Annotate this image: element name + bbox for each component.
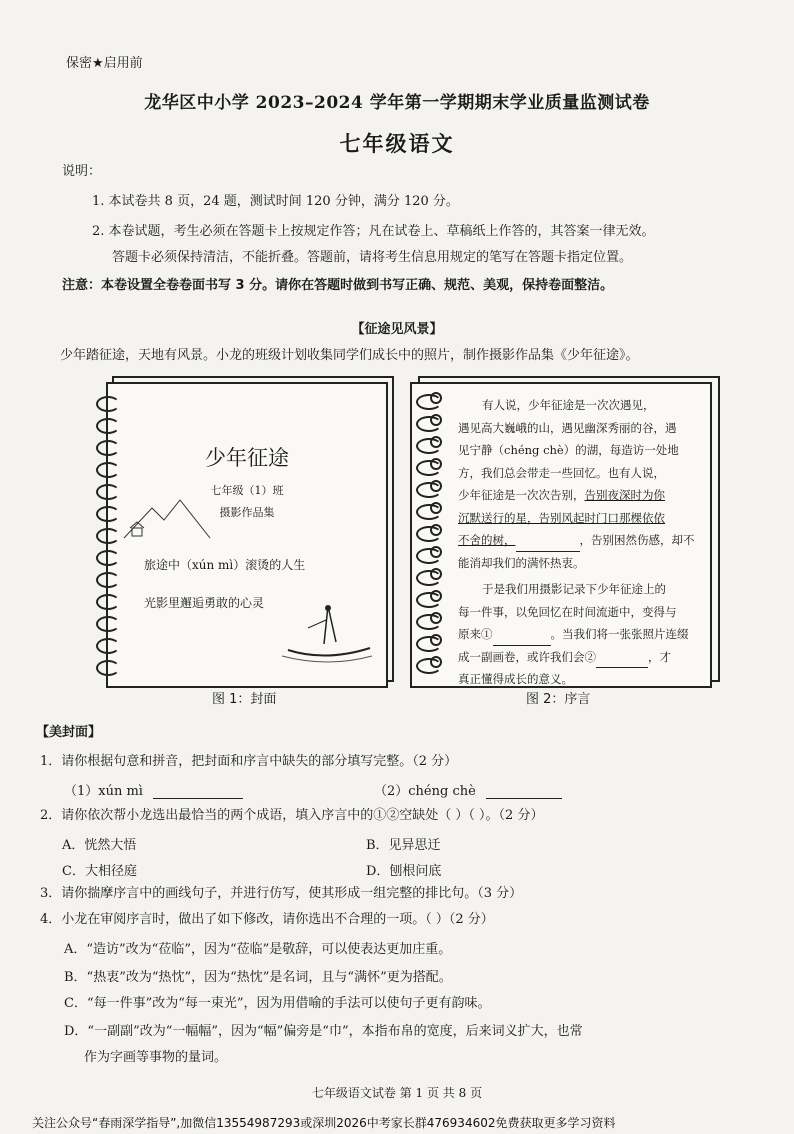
- section-title: 【美封面】: [36, 725, 102, 740]
- preface-paragraph-1: 有人说，少年征途是一次次遇见， 遇见高大巍峨的山，遇见幽深秀丽的谷，遇 见宁静（chéng chè）的湖，每造访一处地 方，我们总会带走一些回忆。也有人说， 少年征途是一次次告别，告别夜深时为你 沉默送行的星，告别风起时门口那棵依依 不舍的树， ，告别困然伤感，却不 能消却我们的满怀热衷。: [458, 394, 698, 574]
- figure-1-caption: 图 1：封面: [212, 692, 277, 707]
- cover-notebook: [106, 382, 388, 688]
- idiom-blank-2: [596, 667, 648, 668]
- cover-title: 少年征途: [205, 446, 289, 470]
- instructions-label: 说明：: [62, 164, 102, 179]
- question-2-option-b[interactable]: B．见异思迁: [366, 838, 441, 853]
- underlined-sentence: 沉默送行的星，告别风起时门口那棵依依: [458, 510, 665, 525]
- cover-class: 七年级（1）班: [210, 484, 284, 497]
- exam-title: 龙华区中小学 2023–2024 学年第一学期期末学业质量监测试卷: [144, 93, 650, 113]
- question-2-option-c[interactable]: C．大相径庭: [62, 864, 137, 879]
- cover-line-1: 旅途中（xún mì）滚烫的人生: [144, 558, 306, 572]
- question-4-option-c[interactable]: C．“每一件事”改为“每一束光”，因为用借喻的手法可以使句子更有韵味。: [64, 996, 491, 1011]
- answer-blank-1[interactable]: [153, 798, 243, 799]
- answer-blank-2[interactable]: [486, 798, 562, 799]
- notice-text: 注意：本卷设置全卷卷面书写 3 分。请你在答题时做到书写正确、规范、美观，保持卷面整洁。: [62, 278, 614, 293]
- page-number: 七年级语文试卷 第 1 页 共 8 页: [311, 1086, 483, 1100]
- figure-2-caption: 图 2：序言: [526, 692, 591, 707]
- instruction-item-2: 2. 本卷试题，考生必须在答题卡上按规定作答；凡在试卷上、草稿纸上作答的，其答案一律无效。: [92, 224, 655, 239]
- underlined-sentence: 告别夜深时为你: [584, 488, 665, 502]
- underlined-sentence: 不舍的树，: [458, 533, 516, 547]
- instruction-item-1: 1. 本试卷共 8 页，24 题，测试时间 120 分钟，满分 120 分。: [92, 194, 459, 209]
- exam-subject: 七年级语文: [339, 131, 455, 156]
- question-4-option-d-cont: 作为字画等事物的量词。: [84, 1050, 228, 1065]
- instruction-item-2-cont: 答题卡必须保持清洁，不能折叠。答题前，请将考生信息用规定的笔写在答题卡指定位置。: [112, 250, 633, 265]
- question-4-option-b[interactable]: B．“热衷”改为“热忱”，因为“热忱”是名词，且与“满怀”更为搭配。: [64, 970, 452, 985]
- question-2-option-a[interactable]: A．恍然大悟: [62, 838, 137, 853]
- intro-paragraph: 少年踏征途，天地有风景。小龙的班级计划收集同学们成长中的照片，制作摄影作品集《少年征途》。: [60, 348, 639, 363]
- confidential-label: 保密★启用前: [66, 56, 143, 71]
- promo-banner: 关注公众号“春雨深学指导”,加微信13554987293或深圳2026中考家长群476934602免费获取更多学习资料: [32, 1116, 616, 1130]
- question-1-part-b: （2）chéng chè: [374, 780, 562, 799]
- preface-paragraph-2: 于是我们用摄影记录下少年征途上的 每一件事，以免回忆在时间流逝中，变得与 原来① 。当我们将一张张照片连缀 成一副画卷，或许我们会② ，才 真正懂得成长的意义。: [458, 582, 689, 686]
- question-4-option-a[interactable]: A．“造访”改为“莅临”，因为“莅临”是敬辞，可以使表达更加庄重。: [64, 942, 452, 957]
- boat-sketch-icon: [278, 598, 374, 668]
- mountain-sketch-icon: [122, 494, 212, 544]
- question-4-stem: 4．小龙在审阅序言时，做出了如下修改，请你选出不合理的一项。（ ）（2 分）: [40, 912, 494, 927]
- question-2-option-d[interactable]: D．刨根问底: [366, 864, 442, 879]
- cover-line-2: 光影里邂逅勇敢的心灵: [144, 596, 265, 610]
- question-3-stem: 3．请你揣摩序言中的画线句子，并进行仿写，使其形成一组完整的排比句。（3 分）: [40, 886, 523, 901]
- section-heading: 【征途见风景】: [351, 322, 443, 337]
- preface-notebook: [410, 382, 712, 688]
- question-1-part-a: （1）xún mì: [64, 780, 243, 799]
- question-4-option-d[interactable]: D．“一副副”改为“一幅幅”，因为“幅”偏旁是“巾”，本指布帛的宽度，后来词义扩大，也常: [64, 1024, 583, 1039]
- cover-collection: 摄影作品集: [219, 506, 275, 519]
- question-1-stem: 1．请你根据句意和拼音，把封面和序言中缺失的部分填写完整。（2 分）: [40, 754, 458, 769]
- question-2-stem: 2．请你依次帮小龙选出最恰当的两个成语，填入序言中的①②空缺处（ ）（ ）。（2 分）: [40, 808, 544, 823]
